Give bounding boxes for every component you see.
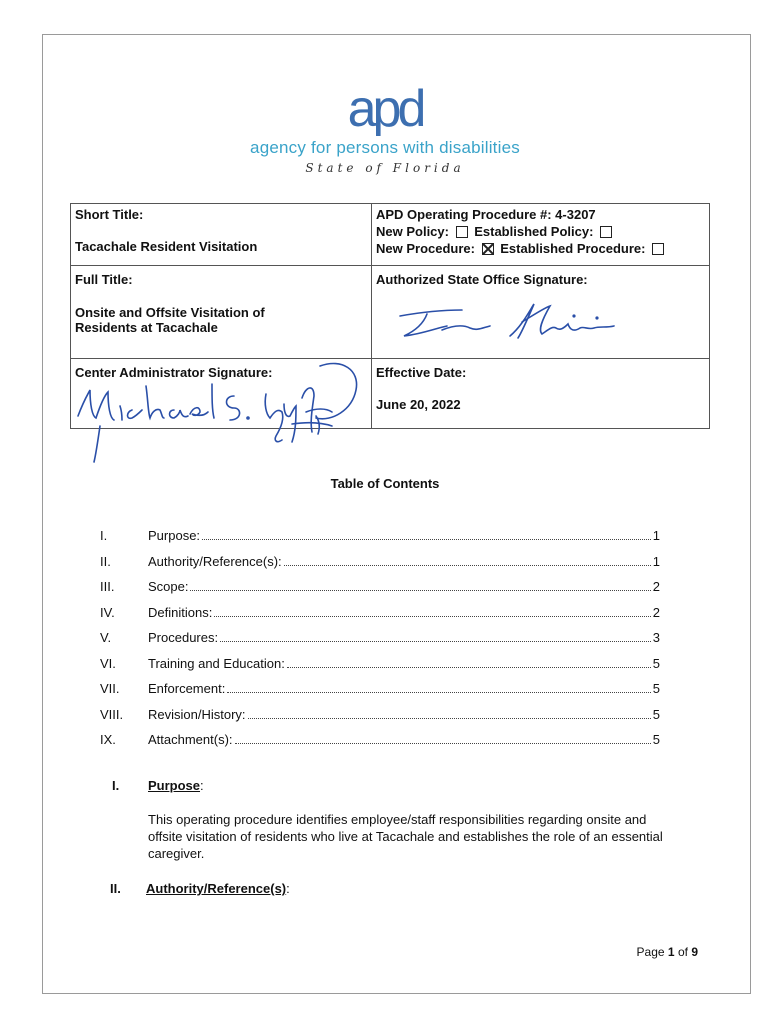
effective-date-label: Effective Date: [376,365,467,380]
toc-item-page: 2 [652,604,660,620]
toc-item-number: III. [100,579,115,594]
section-label: Authority/Reference(s) [146,881,287,896]
procedure-number-cell [372,204,710,266]
toc-title: Table of Contents [330,476,440,491]
toc-item-leader [248,718,651,719]
toc-item[interactable] [100,605,660,631]
toc-item-number: IV. [100,604,115,620]
full-title-cell [71,266,372,359]
toc-item[interactable] [100,579,660,605]
toc-item-number: V. [100,630,112,645]
page-current: 1 [667,945,675,959]
section-authority-heading: II. Authority/Reference(s): [110,881,290,896]
toc-item-leader [214,616,650,617]
toc-item-text: Authority/Reference(s): [148,553,282,569]
toc-item[interactable] [100,681,660,707]
toc-item-page: 2 [652,579,660,594]
toc-item-text: Enforcement: [148,681,226,696]
center-admin-cell [71,359,372,429]
established-procedure-checkbox[interactable] [652,243,664,255]
toc-item-number: VIII. [100,706,124,722]
toc-item-leader [287,667,651,668]
toc-item-leader [202,539,651,540]
page-separator: of [677,945,688,959]
procedure-number-label: APD Operating Procedure #: [376,207,552,222]
page-number [637,945,698,959]
effective-date-value: June 20, 2022 [376,397,461,412]
toc-item-leader [235,743,651,744]
logo-state: State of Florida [305,161,465,175]
apd-logo-text: apd [347,84,423,136]
full-title-line2: Residents at Tacachale [75,320,218,335]
authorized-signature-label: Authorized State Office Signature: [376,272,588,287]
short-title-value: Tacachale Resident Visitation [75,239,258,254]
page-total: 9 [691,945,698,959]
new-policy-checkbox[interactable] [456,226,468,238]
short-title-label: Short Title: [75,207,144,222]
authorized-signature-cell [372,266,710,359]
apd-logo-mark [335,84,435,136]
toc-item-text: Scope: [148,579,189,594]
toc-item-text: Attachment(s): [148,732,233,747]
toc-item[interactable] [100,732,660,758]
purpose-paragraph: This operating procedure identifies employee/staff responsibilities regarding onsite and offsite visitation of residents who live at Tacachale and establishes the role of an essential caregiver. [148,812,663,861]
toc-item-page: 1 [652,553,660,569]
procedure-number-value: 4-3207 [555,207,596,222]
center-admin-label: Center Administrator Signature: [75,365,273,380]
procedure-header-table [70,203,710,429]
toc-item-page: 5 [652,706,660,722]
toc-item-number: IX. [100,732,116,747]
toc-item-leader [284,565,651,566]
toc-item-text: Procedures: [148,630,219,645]
new-procedure-label: New Procedure: [376,241,475,256]
toc-item-text: Definitions: [148,604,213,620]
short-title-cell [71,204,372,266]
section-purpose-heading: I. Purpose: [112,778,204,793]
toc-item[interactable] [100,554,660,580]
page-prefix: Page [636,945,665,959]
toc-item-text: Training and Education: [148,655,285,671]
toc-item-page: 5 [652,655,660,671]
logo-tagline: agency for persons with disabilities [250,138,520,157]
effective-date-cell [372,359,710,429]
toc-item-leader [227,692,650,693]
established-policy-label: Established Policy: [474,224,594,239]
toc-item-page: 1 [652,528,660,543]
apd-logo [0,84,770,136]
established-procedure-label: Established Procedure: [500,241,646,256]
toc-item-number: VI. [100,655,116,671]
toc-item[interactable] [100,528,660,554]
toc-item-page: 3 [652,630,660,645]
toc-item-leader [220,641,651,642]
toc-item-leader [190,590,650,591]
toc-item-page: 5 [652,732,660,747]
established-policy-checkbox[interactable] [600,226,612,238]
toc-item-text: Revision/History: [148,706,246,722]
section-number: I. [112,778,120,793]
toc-item-number: VII. [100,681,120,696]
new-procedure-checkbox-checked[interactable] [482,243,494,255]
toc-item-number: I. [100,528,108,543]
toc-item[interactable] [100,630,660,656]
full-title-line1: Onsite and Offsite Visitation of [75,305,265,320]
section-number: II. [110,881,121,896]
table-of-contents [100,528,660,758]
section-label: Purpose [148,778,201,793]
toc-item-page: 5 [652,681,660,696]
toc-item-text: Purpose: [148,528,201,543]
new-policy-label: New Policy: [376,224,449,239]
toc-item-number: II. [100,553,111,569]
toc-item[interactable] [100,656,660,682]
full-title-label: Full Title: [75,272,133,287]
toc-item[interactable] [100,707,660,733]
